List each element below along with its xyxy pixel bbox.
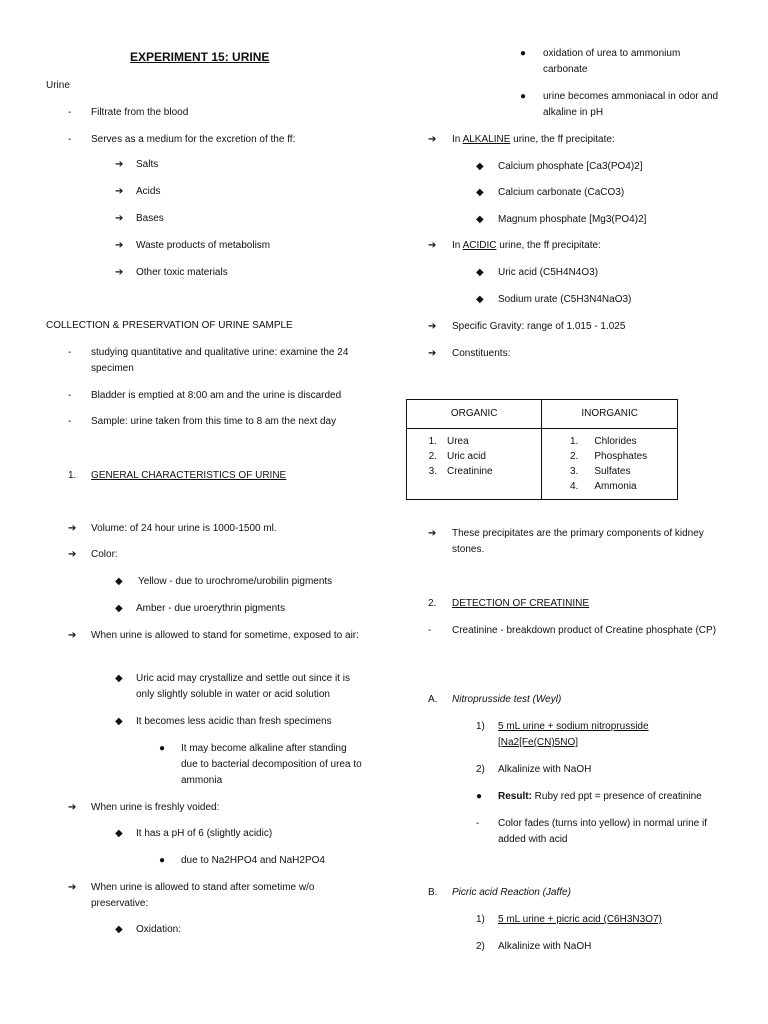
color-item-amber: Amber - due uroerythrin pigments xyxy=(136,603,285,614)
excretion-item-bases: Bases xyxy=(136,213,164,224)
arrow-icon: ➔ xyxy=(68,549,77,560)
specific-gravity-text: Specific Gravity: range of 1.015 - 1.025 xyxy=(452,321,626,332)
test-a-step-1-number: 1) xyxy=(476,721,485,732)
collection-item-3: Sample: urine taken from this time to 8 am the next day xyxy=(91,416,337,427)
dot-icon: ● xyxy=(159,855,166,866)
arrow-icon: ➔ xyxy=(68,882,77,893)
precipitates-note: These precipitates are the primary components of kidney stones. xyxy=(452,528,704,555)
no-preservative-text: When urine is allowed to stand after sometime w/o preservative: xyxy=(91,882,315,909)
test-a-step-1: 5 mL urine + sodium nitroprusside [Na2[Fe(CN)5NO] xyxy=(498,721,649,748)
stand-air-item-1: Uric acid may crystallize and settle out since it is only slightly soluble in water or acid solution xyxy=(136,673,350,700)
urine-heading: Urine xyxy=(46,80,70,91)
test-b-step-1-number: 1) xyxy=(476,914,485,925)
acidic-item-1: Uric acid (C5H4N4O3) xyxy=(498,267,599,278)
table-header-inorganic: INORGANIC xyxy=(542,400,678,429)
excretion-item-toxic: Other toxic materials xyxy=(136,267,228,278)
dot-icon: ● xyxy=(520,91,527,102)
section-1-heading: GENERAL CHARACTERISTICS OF URINE xyxy=(91,470,287,481)
diamond-icon: ◆ xyxy=(476,267,484,278)
list-number: 4. xyxy=(570,481,579,492)
acidic-line xyxy=(452,238,601,254)
color-label: Color: xyxy=(91,549,118,560)
constituents-label: Constituents: xyxy=(452,348,511,359)
diamond-icon: ◆ xyxy=(476,161,484,172)
arrow-icon: ➔ xyxy=(115,159,124,170)
stand-air-text: When urine is allowed to stand for sometime, exposed to air: xyxy=(91,630,359,641)
list-number: 2. xyxy=(428,451,437,462)
diamond-icon: ◆ xyxy=(115,673,123,684)
alkaline-item-2: Calcium carbonate (CaCO3) xyxy=(498,187,625,198)
excretion-item-waste: Waste products of metabolism xyxy=(136,240,271,251)
due-to-text: due to Na2HPO4 and NaH2PO4 xyxy=(181,855,325,866)
arrow-icon: ➔ xyxy=(428,348,437,359)
arrow-icon: ➔ xyxy=(428,134,437,145)
urine-intro-1: Filtrate from the blood xyxy=(91,107,189,118)
collection-heading: COLLECTION & PRESERVATION OF URINE SAMPLE xyxy=(46,320,293,331)
constituents-table xyxy=(406,399,678,500)
list-number: 2. xyxy=(570,451,579,462)
dash-bullet: - xyxy=(476,818,480,829)
inorganic-item: Ammonia xyxy=(594,481,637,492)
acidic-post: urine, the ff precipitate: xyxy=(496,240,601,251)
list-number: 3. xyxy=(570,466,579,477)
test-a-letter: A. xyxy=(428,694,438,705)
diamond-icon: ◆ xyxy=(115,576,123,587)
volume-text: Volume: of 24 hour urine is 1000-1500 ml. xyxy=(91,523,277,534)
test-b-step-2: Alkalinize with NaOH xyxy=(498,941,592,952)
excretion-item-acids: Acids xyxy=(136,186,161,197)
test-b-step-2-number: 2) xyxy=(476,941,485,952)
test-a-result xyxy=(498,789,702,805)
list-number: 3. xyxy=(428,466,437,477)
alkaline-word: ALKALINE xyxy=(462,134,511,145)
acidic-item-2: Sodium urate (C5H3N4NaO3) xyxy=(498,294,632,305)
arrow-icon: ➔ xyxy=(68,630,77,641)
diamond-icon: ◆ xyxy=(476,214,484,225)
section-1-number: 1. xyxy=(68,470,77,481)
diamond-icon: ◆ xyxy=(476,294,484,305)
arrow-icon: ➔ xyxy=(428,321,437,332)
test-a-step-2-number: 2) xyxy=(476,764,485,775)
dash-bullet: - xyxy=(68,107,72,118)
oxidation-item-2: urine becomes ammoniacal in odor and alkaline in pH xyxy=(543,91,719,118)
section-2-heading: DETECTION OF CREATININE xyxy=(452,598,590,609)
urine-intro-2: Serves as a medium for the excretion of the ff: xyxy=(91,134,296,145)
organic-item: Urea xyxy=(447,436,469,447)
dot-icon: ● xyxy=(520,48,527,59)
alkaline-line xyxy=(452,132,615,148)
result-label: Result: xyxy=(498,791,532,802)
dash-bullet: - xyxy=(68,416,72,427)
organic-cell xyxy=(407,429,542,500)
diamond-icon: ◆ xyxy=(476,187,484,198)
section-2-number: 2. xyxy=(428,598,437,609)
creatinine-definition: Creatinine - breakdown product of Creatine phosphate (CP) xyxy=(452,625,717,636)
table-header-organic: ORGANIC xyxy=(407,400,542,429)
result-text: Ruby red ppt = presence of creatinine xyxy=(531,791,702,802)
arrow-icon: ➔ xyxy=(115,240,124,251)
oxidation-label: Oxidation: xyxy=(136,924,182,935)
excretion-item-salts: Salts xyxy=(136,159,159,170)
list-number: 1. xyxy=(428,436,437,447)
alkaline-pre: In xyxy=(452,134,463,145)
alkaline-post: urine, the ff precipitate: xyxy=(510,134,615,145)
ph6-text: It has a pH of 6 (slightly acidic) xyxy=(136,828,273,839)
oxidation-item-1: oxidation of urea to ammonium carbonate xyxy=(543,48,681,75)
dash-bullet: - xyxy=(68,390,72,401)
arrow-icon: ➔ xyxy=(115,213,124,224)
test-b-step-1: 5 mL urine + picric acid (C6H3N3O7) xyxy=(498,914,662,925)
diamond-icon: ◆ xyxy=(115,924,123,935)
arrow-icon: ➔ xyxy=(68,802,77,813)
organic-item: Creatinine xyxy=(447,466,493,477)
test-a-note: Color fades (turns into yellow) in normal urine if added with acid xyxy=(498,818,707,845)
collection-item-1: studying quantitative and qualitative urine: examine the 24 specimen xyxy=(91,347,349,374)
diamond-icon: ◆ xyxy=(115,716,123,727)
arrow-icon: ➔ xyxy=(115,267,124,278)
inorganic-item: Chlorides xyxy=(594,436,637,447)
dash-bullet: - xyxy=(68,347,72,358)
test-a-heading: Nitroprusside test (Weyl) xyxy=(452,694,562,705)
inorganic-item: Phosphates xyxy=(594,451,648,462)
freshly-voided-text: When urine is freshly voided: xyxy=(91,802,220,813)
acidic-pre: In xyxy=(452,240,463,251)
test-b-heading: Picric acid Reaction (Jaffe) xyxy=(452,887,571,898)
dot-icon: ● xyxy=(159,743,166,754)
arrow-icon: ➔ xyxy=(115,186,124,197)
color-item-yellow: Yellow - due to urochrome/urobilin pigments xyxy=(138,576,333,587)
arrow-icon: ➔ xyxy=(428,528,437,539)
stand-air-item-2: It becomes less acidic than fresh specimens xyxy=(136,716,332,727)
test-b-letter: B. xyxy=(428,887,438,898)
acidic-word: ACIDIC xyxy=(462,240,497,251)
alkaline-item-3: Magnum phosphate [Mg3(PO4)2] xyxy=(498,214,647,225)
list-number: 1. xyxy=(570,436,579,447)
arrow-icon: ➔ xyxy=(68,523,77,534)
alkaline-after-text: It may become alkaline after standing due to bacterial decomposition of urea to ammonia xyxy=(181,743,362,786)
diamond-icon: ◆ xyxy=(115,603,123,614)
inorganic-cell xyxy=(542,429,678,500)
alkaline-item-1: Calcium phosphate [Ca3(PO4)2] xyxy=(498,161,643,172)
collection-item-2: Bladder is emptied at 8:00 am and the urine is discarded xyxy=(91,390,342,401)
dash-bullet: - xyxy=(68,134,72,145)
page-title: EXPERIMENT 15: URINE xyxy=(130,50,270,64)
arrow-icon: ➔ xyxy=(428,240,437,251)
organic-item: Uric acid xyxy=(447,451,486,462)
inorganic-item: Sulfates xyxy=(594,466,631,477)
test-a-step-2: Alkalinize with NaOH xyxy=(498,764,592,775)
dot-icon: ● xyxy=(476,791,483,802)
dash-bullet: - xyxy=(428,625,432,636)
diamond-icon: ◆ xyxy=(115,828,123,839)
